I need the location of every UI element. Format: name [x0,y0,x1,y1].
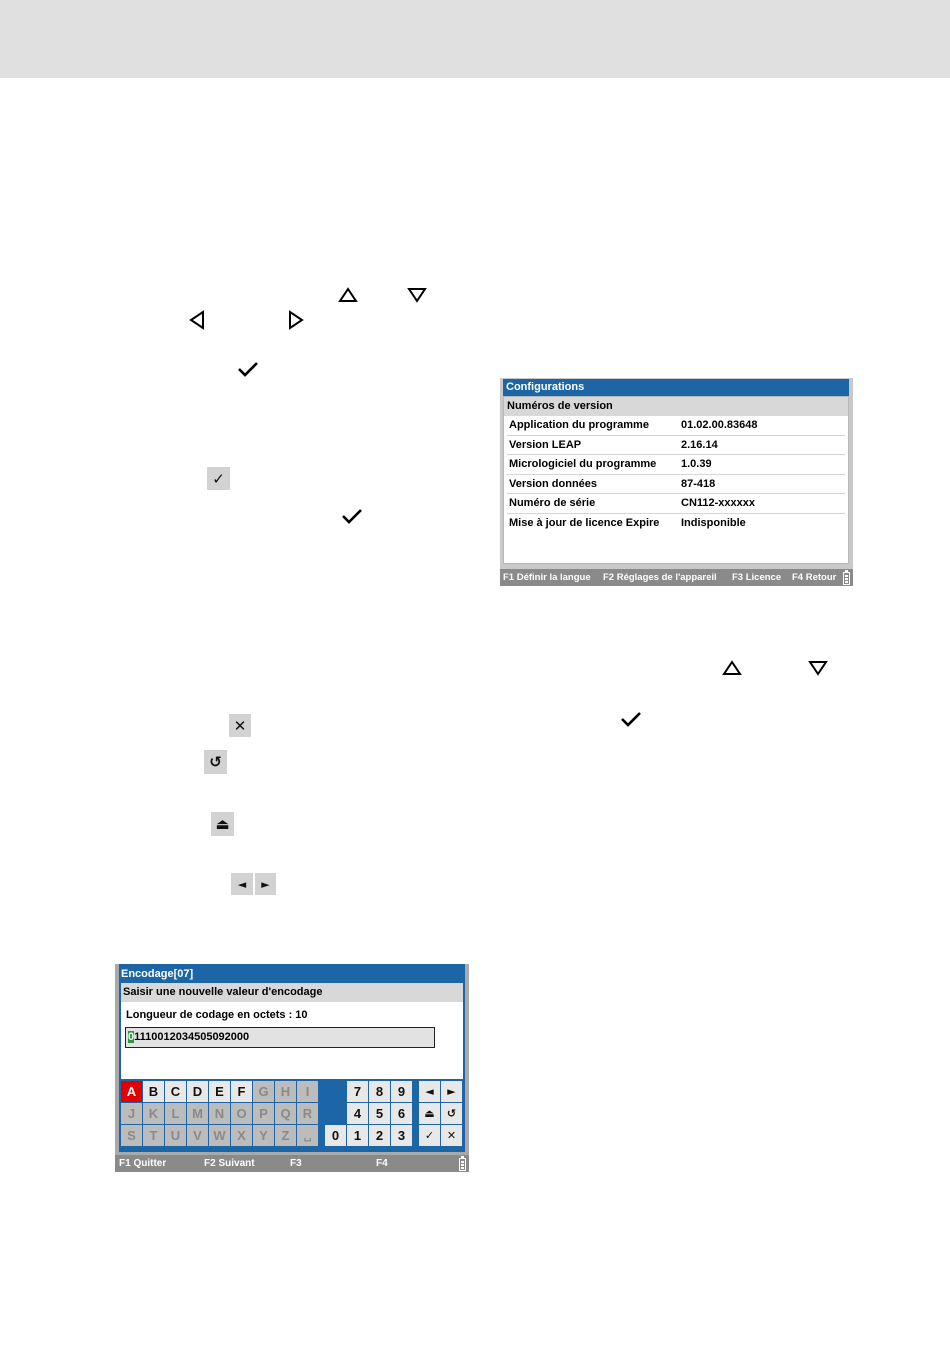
left-key-icon: ◄ [231,873,253,895]
key-t[interactable]: T [143,1125,164,1146]
key-e[interactable]: E [209,1081,230,1102]
key-y[interactable]: Y [253,1125,274,1146]
key-m[interactable]: M [187,1103,208,1124]
key-s[interactable]: S [121,1125,142,1146]
input-cursor: 0 [128,1031,135,1043]
cursor-right-key[interactable]: ► [441,1081,462,1102]
key-space[interactable]: ␣ [297,1125,318,1146]
key-z[interactable]: Z [275,1125,296,1146]
row-label: Mise à jour de licence Expire [509,516,660,529]
close-key-icon: ✕ [229,714,251,737]
encode-title: Encodage[07] [121,968,194,980]
key-d[interactable]: D [187,1081,208,1102]
key-q[interactable]: Q [275,1103,296,1124]
encode-value-input[interactable] [125,1027,435,1048]
f3-license-button[interactable]: F3 Licence [732,572,782,583]
config-function-bar [500,569,853,586]
key-o[interactable]: O [231,1103,252,1124]
key-i[interactable]: I [297,1081,318,1102]
eject-key-icon: ⏏ [211,812,234,836]
encode-panel [121,983,463,1079]
key-f[interactable]: F [231,1081,252,1102]
right-key-icon: ► [255,873,276,895]
key-0[interactable]: 0 [325,1125,346,1146]
key-9[interactable]: 9 [391,1081,412,1102]
key-k[interactable]: K [143,1103,164,1124]
f1-quit-button[interactable]: F1 Quitter [119,1158,167,1169]
row-label: Version LEAP [509,438,582,451]
encode-length-label: Longueur de codage en octets : 10 [126,1009,308,1021]
key-n[interactable]: N [209,1103,230,1124]
config-row [507,514,845,533]
key-4[interactable]: 4 [347,1103,368,1124]
key-6[interactable]: 6 [391,1103,412,1124]
key-p[interactable]: P [253,1103,274,1124]
battery-icon [843,572,850,585]
key-r[interactable]: R [297,1103,318,1124]
key-a[interactable]: A [121,1081,142,1102]
row-label: Version données [509,477,598,490]
key-j[interactable]: J [121,1103,142,1124]
left-arrow-icon [189,310,205,330]
up-arrow-icon [722,660,742,676]
config-screen [500,378,853,586]
row-label: Application du programme [509,419,649,431]
key-1[interactable]: 1 [347,1125,368,1146]
key-g[interactable]: G [253,1081,274,1102]
eject-key[interactable]: ⏏ [419,1103,440,1124]
down-arrow-icon [808,660,828,676]
cancel-key[interactable]: ✕ [441,1125,462,1146]
checkmark-icon [341,507,363,525]
config-title: Configurations [503,379,849,396]
f3-button[interactable]: F3 [290,1158,302,1169]
encode-screen [115,964,469,1172]
f2-settings-button[interactable]: F2 Réglages de l'appareil [603,572,717,583]
f2-next-button[interactable]: F2 Suivant [204,1158,255,1169]
key-5[interactable]: 5 [369,1103,390,1124]
f1-language-button[interactable]: F1 Définir la langue [503,572,591,583]
config-row [507,494,845,514]
encode-section-header: Saisir une nouvelle valeur d'encodage [121,983,463,1002]
key-x[interactable]: X [231,1125,252,1146]
refresh-key-icon: ↺ [204,750,227,774]
config-row [507,455,845,475]
down-arrow-icon [407,287,427,303]
encode-function-bar [115,1155,469,1172]
key-h[interactable]: H [275,1081,296,1102]
check-key-icon: ✓ [207,467,230,490]
row-value: 2.16.14 [681,438,718,451]
key-u[interactable]: U [165,1125,186,1146]
key-b[interactable]: B [143,1081,164,1102]
key-8[interactable]: 8 [369,1081,390,1102]
config-row [507,436,845,456]
config-section-header: Numéros de version [504,397,848,416]
encode-window [119,964,465,1152]
key-7[interactable]: 7 [347,1081,368,1102]
key-w[interactable]: W [209,1125,230,1146]
key-c[interactable]: C [165,1081,186,1102]
refresh-key[interactable]: ↺ [441,1103,462,1124]
row-value: 87-418 [681,477,716,490]
key-2[interactable]: 2 [369,1125,390,1146]
on-screen-keyboard [119,1081,465,1150]
confirm-key[interactable]: ✓ [419,1125,440,1146]
key-3[interactable]: 3 [391,1125,412,1146]
config-row [507,475,845,495]
battery-icon [459,1158,466,1171]
config-panel [503,396,849,564]
row-value: 1.0.39 [681,458,712,471]
right-arrow-icon [288,310,304,330]
cursor-left-key[interactable]: ◄ [419,1081,440,1102]
key-v[interactable]: V [187,1125,208,1146]
f4-back-button[interactable]: F4 Retour [792,572,837,583]
key-l[interactable]: L [165,1103,186,1124]
header-band [0,0,950,78]
row-value: CN112-xxxxxx [681,497,756,510]
config-row [507,416,845,436]
row-label: Micrologiciel du programme [509,458,657,471]
row-value: Indisponible [681,516,746,529]
row-label: Numéro de série [509,497,596,510]
checkmark-icon [237,360,259,378]
checkmark-icon [620,710,642,728]
input-text: 1110012034505092000 [134,1031,250,1043]
f4-button[interactable]: F4 [376,1158,388,1169]
row-value: 01.02.00.83648 [681,419,758,431]
up-arrow-icon [338,287,358,303]
